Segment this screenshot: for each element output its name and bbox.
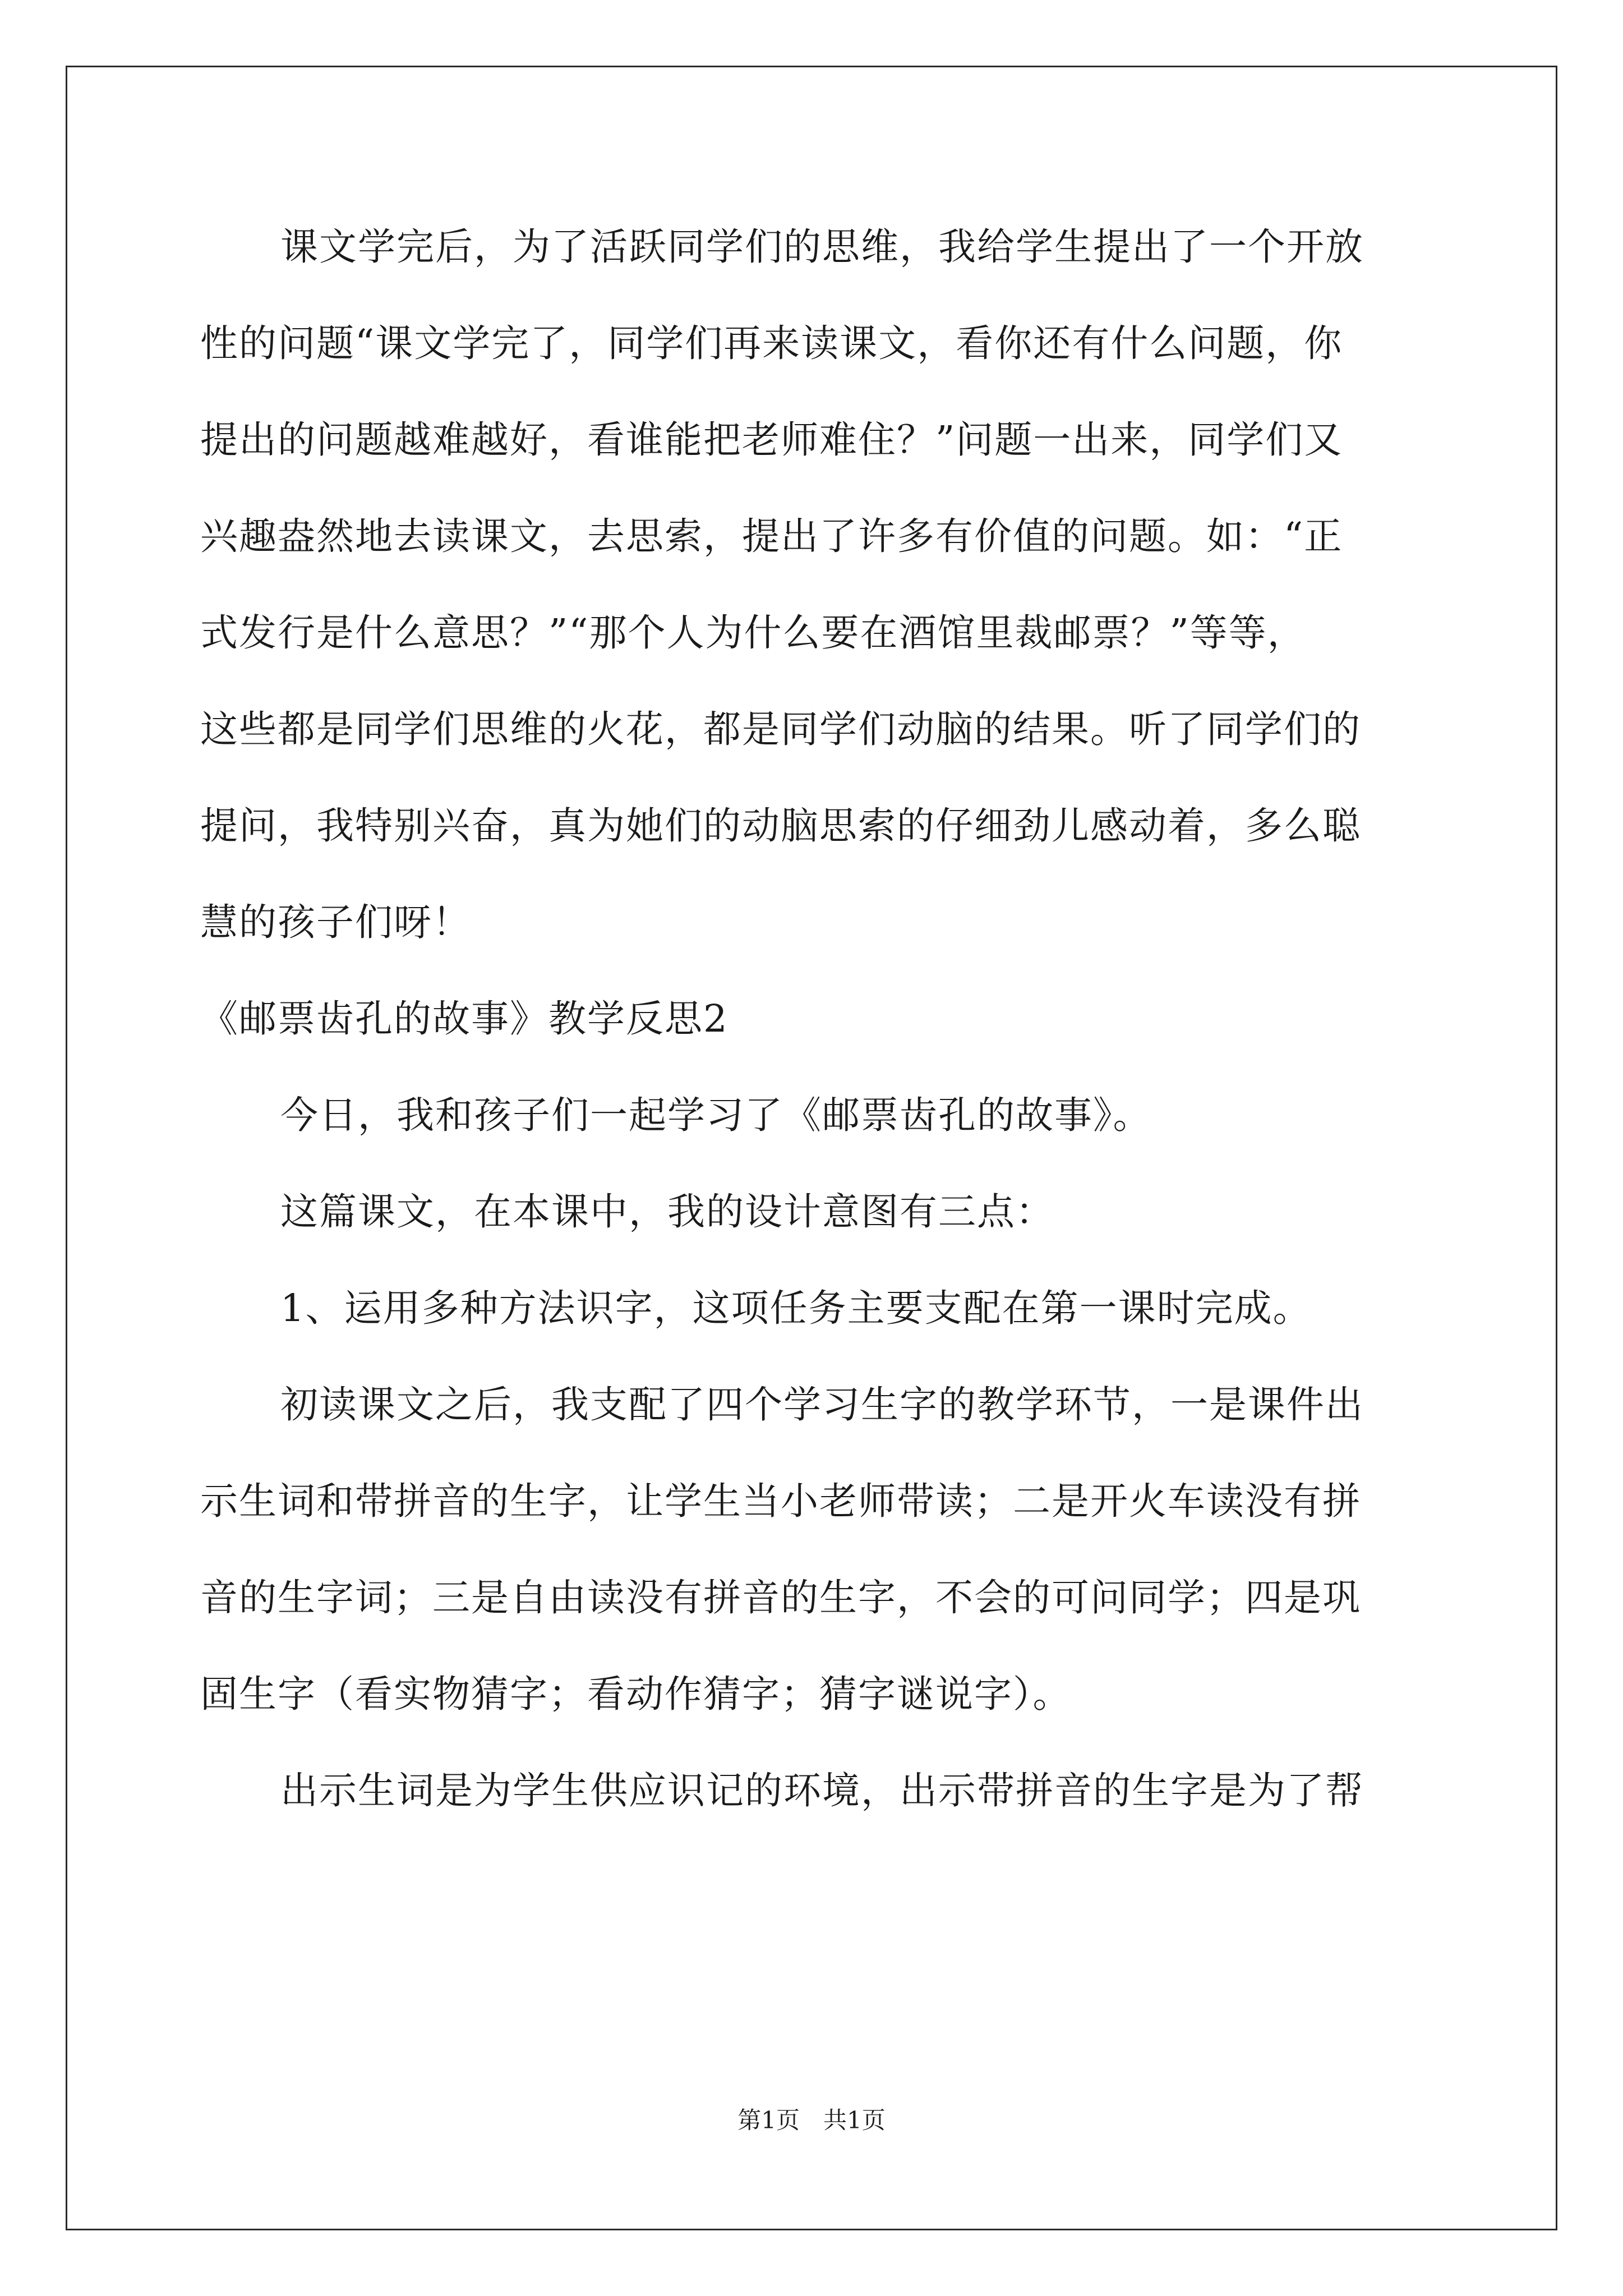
paragraph-line: 这篇课文，在本课中，我的设计意图有三点： xyxy=(280,1190,1054,1234)
page-footer: 第1页 共1页 xyxy=(737,2106,886,2134)
paragraph-line: 课文学完后，为了活跃同学们的思维，我给学生提出了一个开放 xyxy=(280,225,1364,269)
paragraph-line: 性的问题“课文学完了，同学们再来读课文，看你还有什么问题，你 xyxy=(200,321,1343,365)
paragraph-line: 提出的问题越难越好，看谁能把老师难住？”问题一出来，同学们又 xyxy=(200,418,1343,462)
section-heading: 《邮票齿孔的故事》教学反思2 xyxy=(200,997,728,1041)
paragraph-line: 这些都是同学们思维的火花，都是同学们动脑的结果。听了同学们的 xyxy=(200,707,1361,751)
paragraph-line: 提问，我特别兴奋，真为她们的动脑思索的仔细劲儿感动着，多么聪 xyxy=(200,804,1361,848)
paragraph-line: 出示生词是为学生供应识记的环境，出示带拼音的生字是为了帮 xyxy=(280,1769,1364,1812)
paragraph-line: 音的生字词；三是自由读没有拼音的生字，不会的可问同学；四是巩 xyxy=(200,1576,1361,1619)
paragraph-line: 今日，我和孩子们一起学习了《邮票齿孔的故事》。 xyxy=(280,1093,1152,1137)
paragraph-line: 慧的孩子们呀！ xyxy=(200,900,471,944)
paragraph-line: 式发行是什么意思？”“那个人为什么要在酒馆里裁邮票？”等等， xyxy=(200,611,1306,655)
paragraph-line: 示生词和带拼音的生字，让学生当小老师带读；二是开火车读没有拼 xyxy=(200,1479,1361,1523)
paragraph-line: 兴趣盎然地去读课文，去思索，提出了许多有价值的问题。如：“正 xyxy=(200,514,1343,558)
paragraph-line: 1、运用多种方法识字，这项任务主要支配在第一课时完成。 xyxy=(280,1286,1312,1330)
page-border xyxy=(66,66,1557,2230)
paragraph-line: 固生字（看实物猜字；看动作猜字；猜字谜说字）。 xyxy=(200,1672,1072,1716)
paragraph-line: 初读课文之后，我支配了四个学习生字的教学环节，一是课件出 xyxy=(280,1383,1364,1427)
